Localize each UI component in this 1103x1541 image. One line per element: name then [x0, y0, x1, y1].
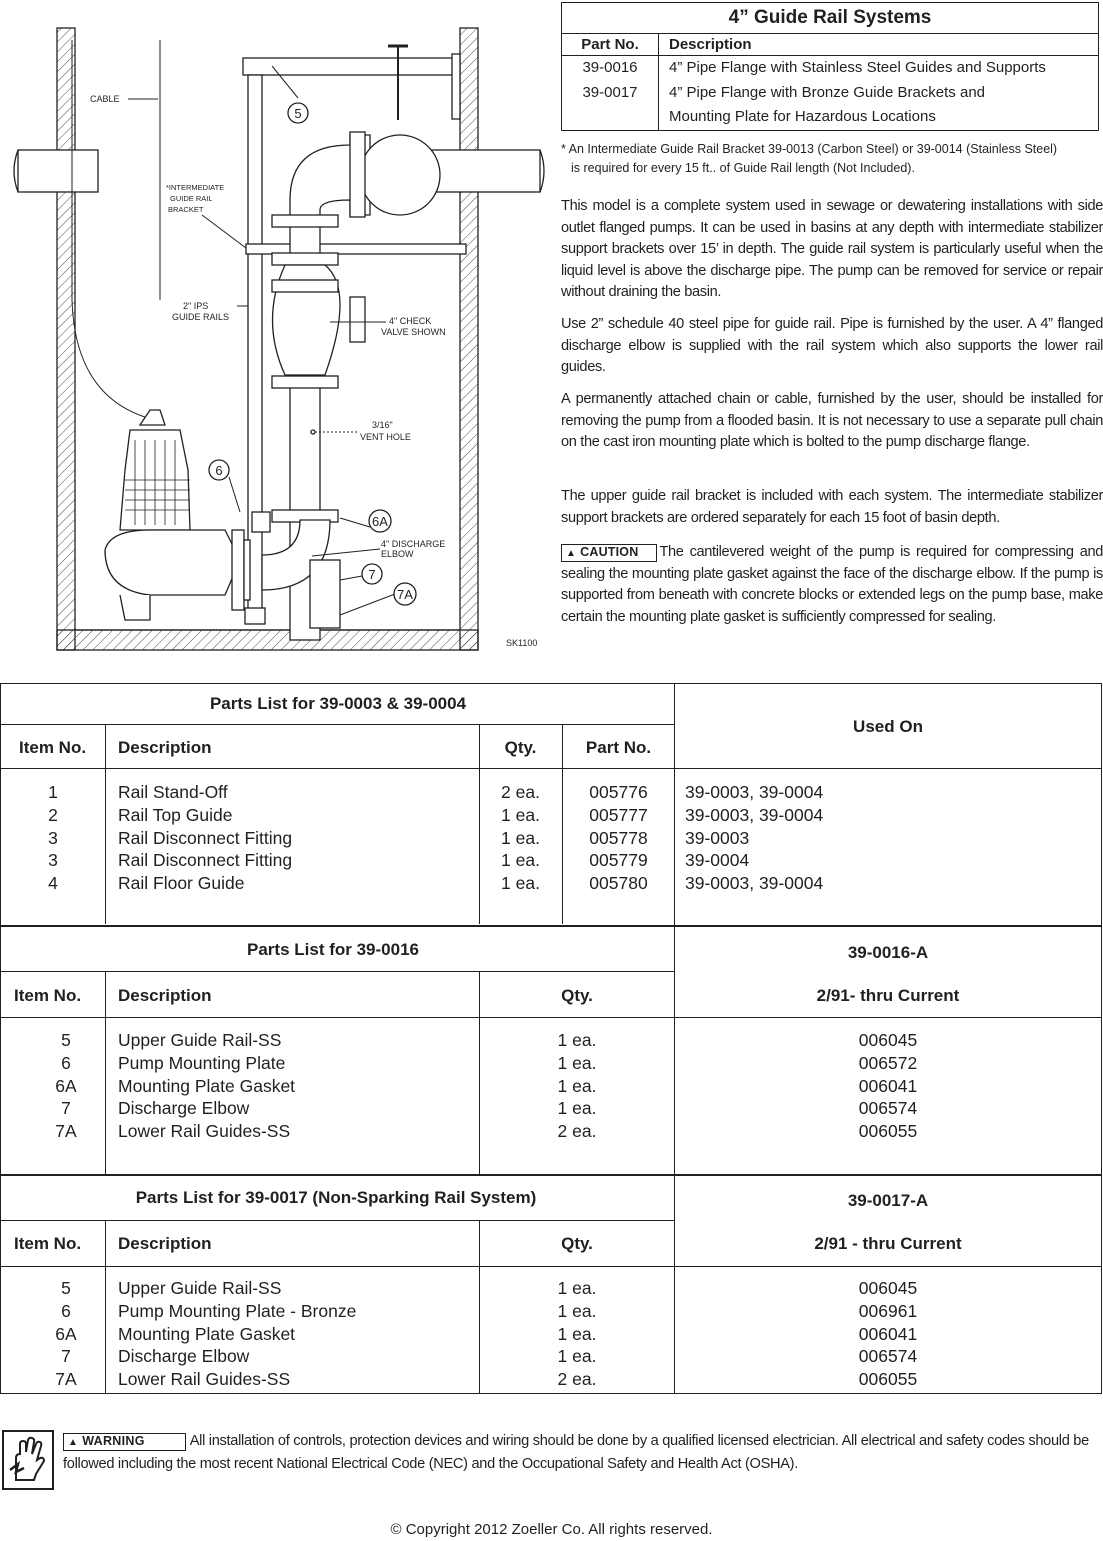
- label-discharge-elbow: 4" DISCHARGE ELBOW: [381, 539, 446, 559]
- parts-table-2-title: Parts List for 39-0016: [247, 940, 419, 959]
- guide-rail-left: [248, 75, 262, 620]
- table-cell: 4: [48, 873, 58, 894]
- callout-6: 6: [215, 463, 223, 478]
- callout-7: 7: [368, 567, 376, 582]
- table-cell: 006055: [858, 1121, 918, 1142]
- table-cell: 39-0004: [685, 850, 750, 871]
- paragraph-chain: A permanently attached chain or cable, furnished by the user, should be installed for removing the pump from a flooded basin. It is not necessary to use a separate pull chain on the cast iron mounting plate which is bolted to the pump discharge flange.: [561, 391, 1103, 450]
- table-cell: 6A: [55, 1075, 77, 1096]
- table-cell: 39-0003, 39-0004: [685, 782, 824, 802]
- table-cell: 005779: [589, 850, 648, 871]
- table-cell: Rail Disconnect Fitting: [118, 850, 293, 871]
- parts-table-3-title: Parts List for 39-0017 (Non-Sparking Rail System): [135, 1188, 537, 1207]
- warning-triangle-icon: ▲: [68, 1437, 79, 1448]
- label-cable: CABLE: [90, 94, 120, 104]
- warning-triangle-icon: ▲: [566, 548, 577, 559]
- table-cell: 7: [61, 1098, 71, 1119]
- inlet-pipe: [18, 150, 98, 192]
- col-description: Description: [659, 34, 1099, 56]
- col-description: Description: [118, 1234, 212, 1253]
- electrical-hazard-icon: [2, 1430, 54, 1490]
- description: [659, 81, 1099, 131]
- guide-rail-systems-table: [561, 2, 1099, 131]
- table-cell: 1 ea.: [557, 1052, 597, 1073]
- callout-5: 5: [294, 106, 302, 121]
- table-cell: 1 ea.: [557, 1030, 597, 1050]
- basin-floor: [57, 630, 478, 650]
- table-cell: 005778: [589, 827, 648, 848]
- table-cell: Rail Floor Guide: [118, 873, 245, 894]
- table-cell: 006574: [858, 1098, 918, 1119]
- table-cell: 7A: [55, 1121, 77, 1142]
- basin-wall-right: [460, 28, 478, 650]
- t1-used-on-column: [685, 781, 823, 895]
- footnote: [561, 140, 1103, 178]
- table-cell: 3: [48, 827, 58, 848]
- table-cell: 1 ea.: [557, 1278, 597, 1298]
- table-cell: 005780: [589, 873, 648, 894]
- col-part-no: Part No.: [562, 34, 659, 56]
- pump-volute: [105, 530, 240, 595]
- copyright: © Copyright 2012 Zoeller Co. All rights reserved.: [390, 1521, 713, 1538]
- t3-description-column: [118, 1277, 356, 1391]
- table-cell: Lower Rail Guides-SS: [118, 1121, 291, 1142]
- table-cell: 5: [61, 1278, 71, 1298]
- table-cell: 006055: [858, 1369, 918, 1390]
- table-cell: 1 ea.: [557, 1346, 597, 1367]
- part-no: 39-0017: [562, 81, 659, 131]
- table-cell: 6A: [55, 1323, 77, 1344]
- t2-description-column: [118, 1029, 295, 1143]
- guide-rail-systems-title: 4” Guide Rail Systems: [562, 3, 1099, 34]
- t2-part-no-column: [675, 1029, 1101, 1143]
- table-cell: Rail Disconnect Fitting: [118, 827, 293, 848]
- table-cell: Upper Guide Rail-SS: [118, 1278, 282, 1298]
- table-cell: 1 ea.: [557, 1098, 597, 1119]
- table-cell: Pump Mounting Plate - Bronze: [118, 1300, 357, 1321]
- t1-qty-column: [479, 781, 562, 895]
- paragraph-bracket: The upper guide rail bracket is included with each system. The intermediate stabilizer support brackets are ordered separately for each 15 foot of basin depth.: [561, 488, 1103, 526]
- t2-date-range: 2/91- thru Current: [816, 986, 960, 1005]
- table-cell: 7A: [55, 1369, 77, 1390]
- table-cell: 2: [48, 804, 58, 825]
- t2-item-column: [1, 1029, 131, 1143]
- warning-notice: [63, 1430, 1093, 1476]
- table-cell: 1 ea.: [501, 804, 540, 825]
- paragraph-caution: [561, 542, 1103, 628]
- t1-item-column: [1, 781, 105, 895]
- table-cell: 1 ea.: [501, 873, 540, 894]
- col-qty: Qty.: [561, 986, 593, 1005]
- table-cell: Discharge Elbow: [118, 1346, 250, 1367]
- table-cell: 006961: [858, 1300, 918, 1321]
- label-check-valve: 4" CHECK VALVE SHOWN: [381, 316, 446, 337]
- used-on-header: Used On: [853, 717, 923, 736]
- col-qty: Qty.: [504, 738, 537, 757]
- warning-badge: [63, 1433, 186, 1451]
- table-cell: Mounting Plate Gasket: [118, 1323, 296, 1344]
- table-cell: 006572: [858, 1052, 918, 1073]
- table-row: [562, 81, 1099, 131]
- label-intermediate-bracket: *INTERMEDIATE GUIDE RAIL BRACKET: [166, 183, 225, 214]
- footnote-line: * An Intermediate Guide Rail Bracket 39-0013 (Carbon Steel) or 39-0014 (Stainless Steel): [561, 142, 1058, 156]
- table-cell: Rail Stand-Off: [118, 782, 228, 802]
- table-cell: 1 ea.: [501, 850, 540, 871]
- parts-table-1-title: Parts List for 39-0003 & 39-0004: [209, 694, 467, 713]
- table-cell: 3: [48, 850, 58, 871]
- table-cell: 5: [61, 1030, 71, 1050]
- table-cell: 1: [48, 782, 58, 802]
- caution-badge: [561, 544, 657, 562]
- description-line: Mounting Plate for Hazardous Locations: [669, 108, 936, 125]
- t3-item-column: [1, 1277, 131, 1391]
- table-cell: Pump Mounting Plate: [118, 1052, 286, 1073]
- table-cell: 1 ea.: [557, 1075, 597, 1096]
- table-cell: Upper Guide Rail-SS: [118, 1030, 282, 1050]
- table-cell: 39-0003: [685, 827, 750, 848]
- footnote-line: is required for every 15 ft.. of Guide Rail length (Not Included).: [571, 161, 915, 175]
- callout-7a: 7A: [397, 587, 413, 602]
- table-cell: 1 ea.: [557, 1323, 597, 1344]
- table-cell: 39-0003, 39-0004: [685, 804, 824, 825]
- guide-rail-installation-diagram: [0, 0, 560, 660]
- col-description: Description: [118, 738, 212, 757]
- col-item-no: Item No.: [14, 986, 82, 1005]
- description-line: 4” Pipe Flange with Bronze Guide Brackets and: [669, 83, 986, 101]
- caution-text: The cantilevered weight of the pump is required for compressing and sealing the mounting plate gasket against the face of the discharge elbow. If the pump is supported from beneath with concrete blocks or extended legs on the pump base, make certain the mounting plate gasket is sufficiently compressed for sealing.: [561, 544, 1103, 625]
- caution-label: CAUTION: [580, 545, 639, 559]
- table-cell: 006041: [858, 1075, 918, 1096]
- t3-part-no-column: [675, 1277, 1101, 1391]
- col-description: Description: [118, 986, 212, 1005]
- table-cell: 005777: [589, 804, 648, 825]
- parts-list-tables: [0, 683, 1102, 1394]
- description: 4” Pipe Flange with Stainless Steel Guides and Supports: [669, 59, 1046, 76]
- t1-part-no-column: [562, 781, 675, 895]
- table-cell: 39-0003, 39-0004: [685, 873, 824, 894]
- drawing-number: SK1100: [506, 638, 538, 648]
- table-cell: 7: [61, 1346, 71, 1367]
- table-cell: Mounting Plate Gasket: [118, 1075, 296, 1096]
- t2-qty-column: [479, 1029, 675, 1143]
- table-cell: 6: [61, 1300, 71, 1321]
- table-cell: 1 ea.: [557, 1300, 597, 1321]
- upper-guide-rail-bracket: [243, 58, 458, 75]
- table-cell: 6: [61, 1052, 71, 1073]
- part-no: 39-0016: [562, 56, 659, 81]
- t3-model-header: 39-0017-A: [847, 1191, 929, 1210]
- table-row: [562, 56, 1099, 81]
- table-cell: 005776: [589, 782, 648, 802]
- pump-mounting-plate: [232, 530, 244, 610]
- callout-6a: 6A: [372, 514, 388, 529]
- col-item-no: Item No.: [19, 738, 87, 757]
- warning-label: WARNING: [82, 1434, 145, 1448]
- t1-description-column: [118, 781, 292, 895]
- col-qty: Qty.: [561, 1234, 593, 1253]
- table-cell: Discharge Elbow: [118, 1098, 250, 1119]
- paragraph-description: This model is a complete system used in sewage or dewatering installations with side outlet flanged pumps. It can be used in basins at any depth with intermediate stabilizer support brackets over 15’ in depth. The guide rail system is particularly useful when the liquid level is above the discharge pipe. The pump can be removed for service or repair without draining the basin.: [561, 198, 1103, 300]
- col-item-no: Item No.: [14, 1234, 82, 1253]
- label-guide-rails: 2" IPS GUIDE RAILS: [172, 301, 230, 322]
- table-cell: 006045: [858, 1278, 918, 1298]
- warning-text: All installation of controls, protection devices and wiring should be done by a qualified licensed electrician. All electrical and safety codes should be followed including the most recent National Electrical Code (NEC) and the Occupational Safety and Health Act (OSHA).: [63, 1433, 1089, 1472]
- paragraph-pipe: Use 2” schedule 40 steel pipe for guide rail. Pipe is furnished by the user. A 4” flanged discharge elbow is supplied with the rail system which also supports the lower rail guides.: [561, 316, 1103, 375]
- t3-date-range: 2/91 - thru Current: [814, 1234, 962, 1253]
- t3-qty-column: [479, 1277, 675, 1391]
- table-cell: 2 ea.: [501, 782, 540, 802]
- table-cell: Lower Rail Guides-SS: [118, 1369, 291, 1390]
- label-vent-hole: 3/16" VENT HOLE: [360, 420, 411, 442]
- table-cell: 1 ea.: [501, 827, 540, 848]
- table-cell: 2 ea.: [557, 1369, 597, 1390]
- table-cell: 006045: [858, 1030, 918, 1050]
- col-part-no: Part No.: [585, 738, 652, 757]
- table-cell: 006574: [858, 1346, 918, 1367]
- t2-model-header: 39-0016-A: [847, 943, 929, 962]
- table-cell: Rail Top Guide: [118, 804, 233, 825]
- table-cell: 2 ea.: [557, 1121, 597, 1142]
- table-cell: 006041: [858, 1323, 918, 1344]
